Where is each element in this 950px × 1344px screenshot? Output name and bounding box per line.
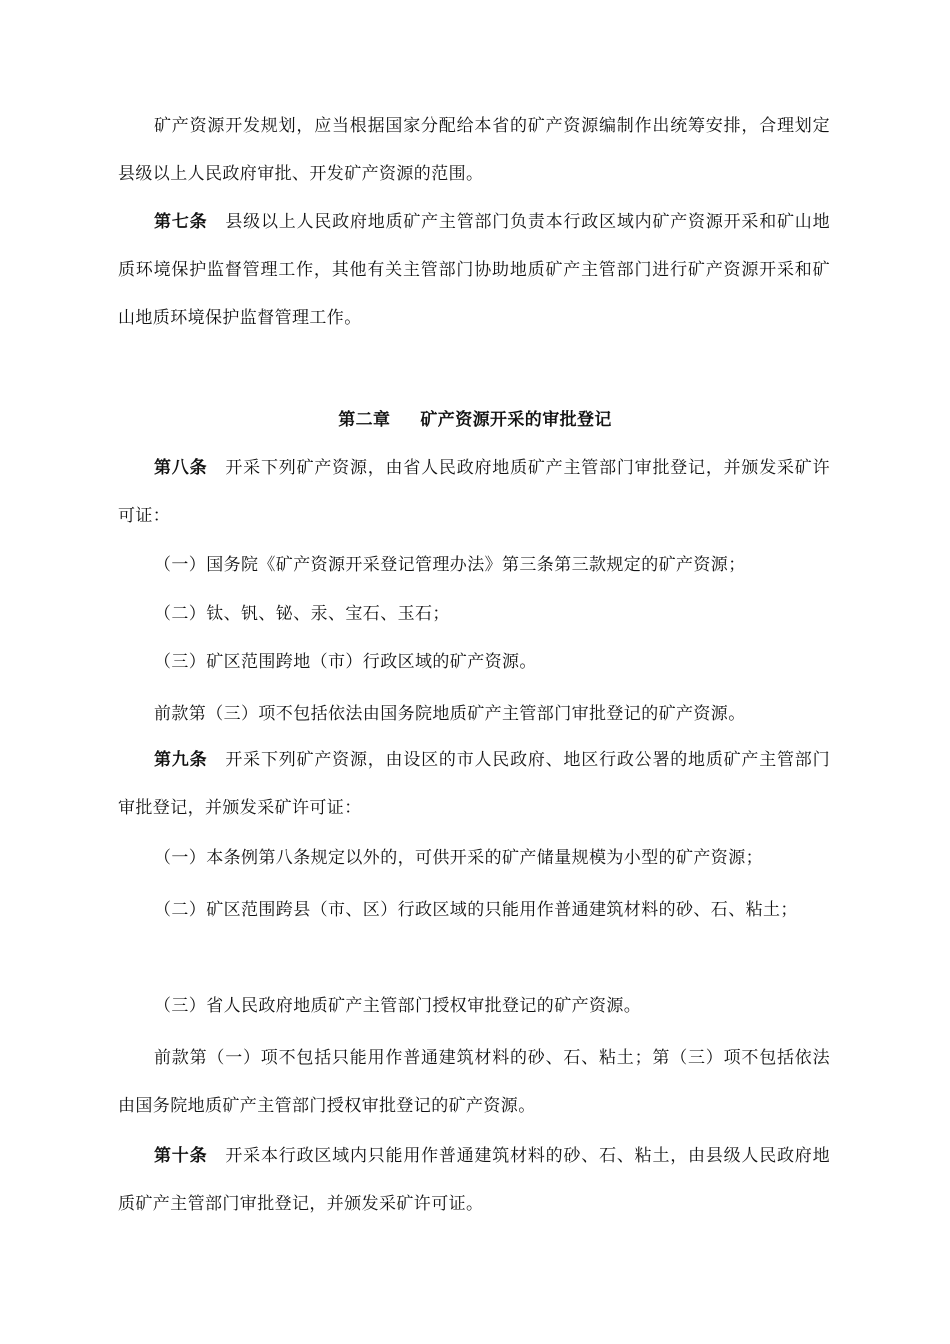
list-item: [118, 638, 830, 686]
article-text: 开采下列矿产资源，由设区的市人民政府、地区行政公署的地质矿产主管部门审批登记，并颁发采矿许可证：: [118, 750, 830, 818]
list-item-text: （三）省人民政府地质矿产主管部门授权审批登记的矿产资源。: [154, 996, 642, 1016]
article-7: [118, 198, 830, 342]
article-number: 第九条: [154, 750, 208, 770]
paragraph: [118, 102, 830, 198]
list-item: [118, 982, 830, 1030]
article-10: [118, 1132, 830, 1228]
chapter-title: 矿产资源开采的审批登记: [420, 410, 612, 430]
article-number: 第八条: [154, 458, 208, 478]
article-text: 开采下列矿产资源，由省人民政府地质矿产主管部门审批登记，并颁发采矿许可证：: [118, 458, 830, 526]
article-8: [118, 444, 830, 540]
article-9: [118, 736, 830, 832]
list-item-text: （二）矿区范围跨县（市、区）行政区域的只能用作普通建筑材料的砂、石、粘土；: [154, 900, 798, 920]
paragraph-text: 前款第（三）项不包括依法由国务院地质矿产主管部门审批登记的矿产资源。: [154, 704, 746, 724]
paragraph-text: 矿产资源开发规划，应当根据国家分配给本省的矿产资源编制作出统筹安排，合理划定县级以上人民政府审批、开发矿产资源的范围。: [118, 116, 830, 184]
paragraph: [118, 1034, 830, 1130]
list-item-text: （二）钛、钒、铋、汞、宝石、玉石；: [154, 604, 450, 624]
paragraph-text: 前款第（一）项不包括只能用作普通建筑材料的砂、石、粘土；第（三）项不包括依法由国务院地质矿产主管部门授权审批登记的矿产资源。: [118, 1048, 830, 1116]
article-text: 县级以上人民政府地质矿产主管部门负责本行政区域内矿产资源开采和矿山地质环境保护监督管理工作，其他有关主管部门协助地质矿产主管部门进行矿产资源开采和矿山地质环境保护监督管理工作。: [118, 212, 830, 328]
article-text: 开采本行政区域内只能用作普通建筑材料的砂、石、粘土，由县级人民政府地质矿产主管部门审批登记，并颁发采矿许可证。: [118, 1146, 830, 1214]
list-item: [118, 541, 830, 589]
chapter-heading: [0, 396, 950, 444]
article-number: 第七条: [154, 212, 208, 232]
list-item-text: （三）矿区范围跨地（市）行政区域的矿产资源。: [154, 652, 537, 672]
paragraph: [118, 690, 830, 738]
list-item-text: （一）本条例第八条规定以外的，可供开采的矿产储量规模为小型的矿产资源；: [154, 848, 763, 868]
list-item-text: （一）国务院《矿产资源开采登记管理办法》第三条第三款规定的矿产资源；: [154, 555, 746, 575]
chapter-number: 第二章: [338, 410, 391, 430]
list-item: [118, 886, 830, 934]
article-number: 第十条: [154, 1146, 208, 1166]
list-item: [118, 834, 830, 882]
list-item: [118, 590, 830, 638]
